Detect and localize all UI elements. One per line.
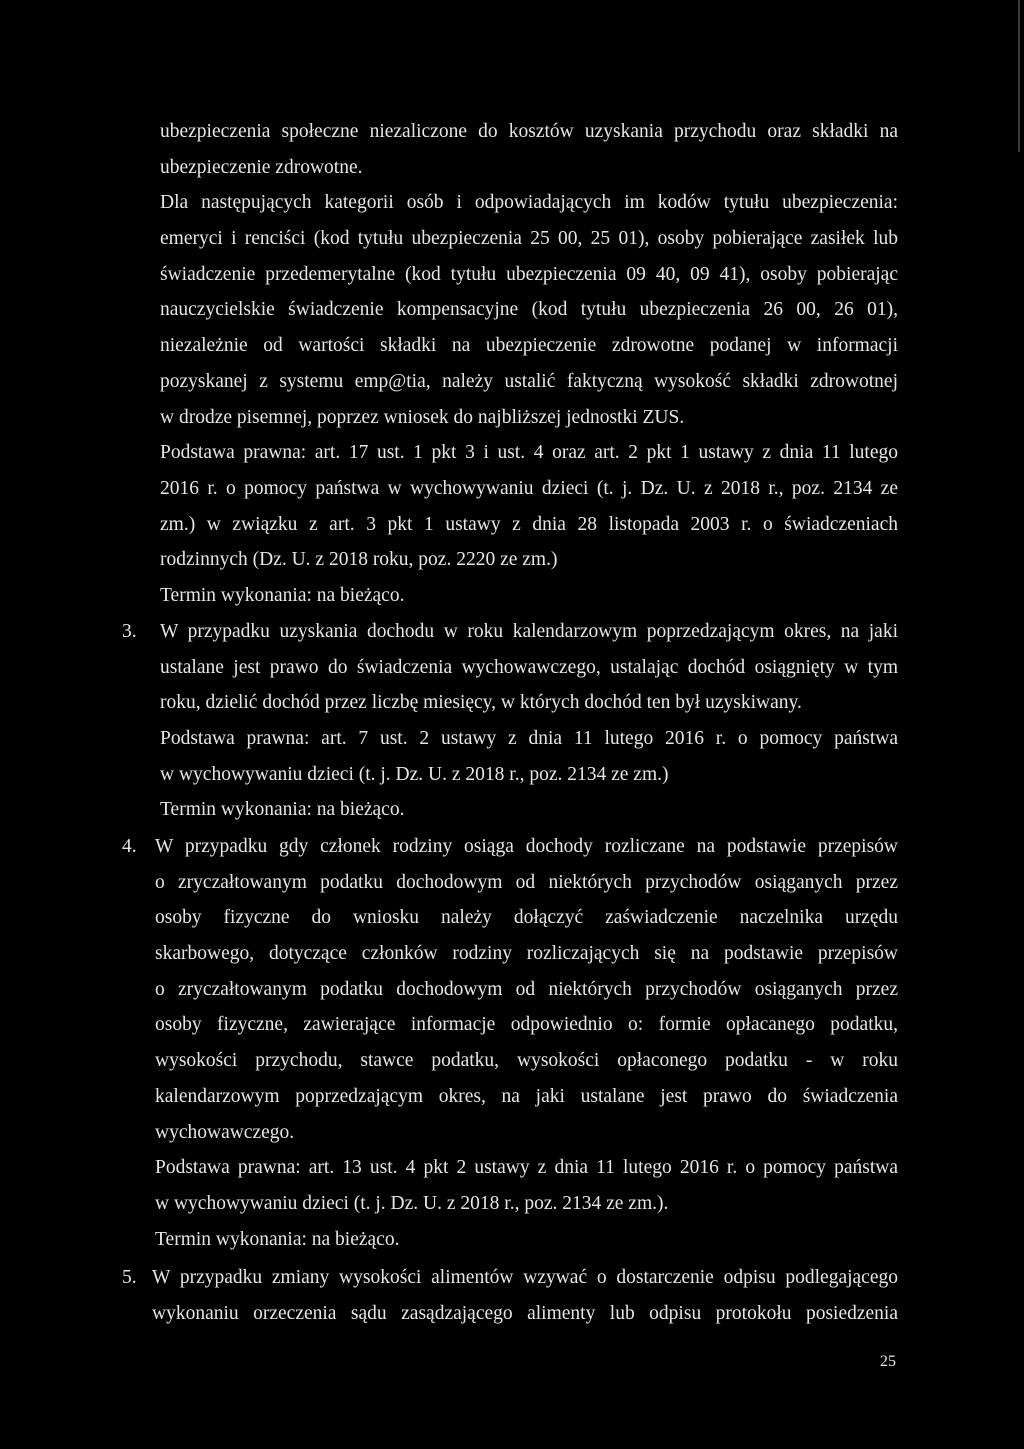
text-line: W przypadku uzyskania dochodu w roku kalendarzowym poprzedzającym okres, na jaki: [160, 621, 898, 642]
text-line: Dla następujących kategorii osób i odpowiadających im kodów tytułu ubezpieczenia:: [160, 192, 898, 214]
item-number: 4.: [122, 836, 137, 857]
text-line: o zryczałtowanym podatku dochodowym od niektórych przychodów osiąganych przez: [155, 978, 898, 1000]
text-line: nauczycielskie świadczenie kompensacyjne (kod tytułu ubezpieczenia 26 00, 26 01),: [160, 299, 898, 321]
text-line: niezależnie od wartości składki na ubezpieczenie zdrowotne podanej w informacji: [160, 335, 898, 357]
text-line: W przypadku zmiany wysokości alimentów wzywać o dostarczenie odpisu podlegającego: [152, 1267, 898, 1288]
deadline-line: Termin wykonania: na bieżąco.: [160, 799, 405, 821]
text-line: roku, dzielić dochód przez liczbę miesięcy, w których dochód ten był uzyskiwany.: [160, 692, 802, 714]
page-number: 25: [880, 1353, 896, 1370]
legal-basis-line: rodzinnych (Dz. U. z 2018 roku, poz. 2220 ze zm.): [160, 549, 558, 571]
text-line: o zryczałtowanym podatku dochodowym od niektórych przychodów osiąganych przez: [155, 871, 898, 893]
legal-basis-line: w wychowywaniu dzieci (t. j. Dz. U. z 2018 r., poz. 2134 ze zm.).: [155, 1192, 669, 1214]
text-line: w drodze pisemnej, poprzez wniosek do najbliższej jednostki ZUS.: [160, 406, 685, 428]
text-line: wysokości przychodu, stawce podatku, wysokości opłaconego podatku - w roku: [155, 1050, 898, 1072]
text-line: osoby fizyczne, zawierające informacje odpowiednio o: formie opłacanego podatku,: [155, 1014, 898, 1036]
text-line: wychowawczego.: [155, 1121, 295, 1143]
legal-basis-line: 2016 r. o pomocy państwa w wychowywaniu dzieci (t. j. Dz. U. z 2018 r., poz. 2134 ze: [160, 477, 898, 499]
text-line: ustalane jest prawo do świadczenia wychowawczego, ustalając dochód osiągnięty w tym: [160, 656, 898, 678]
legal-basis-line: Podstawa prawna: art. 13 ust. 4 pkt 2 ustawy z dnia 11 lutego 2016 r. o pomocy państwa: [155, 1157, 898, 1179]
text-line: ubezpieczenie zdrowotne.: [160, 156, 363, 178]
text-line: W przypadku gdy członek rodziny osiąga dochody rozliczane na podstawie przepisów: [155, 836, 898, 857]
item-number: 3.: [122, 621, 137, 642]
item-body: [155, 829, 898, 1257]
item-number: 5.: [122, 1267, 137, 1288]
legal-basis-line: zm.) w związku z art. 3 pkt 1 ustawy z dnia 28 listopada 2003 r. o świadczeniach: [160, 513, 898, 535]
item-body: [152, 1260, 898, 1331]
item-body: [160, 614, 898, 828]
deadline-line: Termin wykonania: na bieżąco.: [160, 584, 405, 606]
legal-basis-line: Podstawa prawna: art. 17 ust. 1 pkt 3 i ust. 4 oraz art. 2 pkt 1 ustawy z dnia 11 lutego: [160, 442, 898, 464]
scan-edge-mark: [1018, 0, 1020, 152]
deadline-line: Termin wykonania: na bieżąco.: [155, 1228, 400, 1250]
legal-basis-line: Podstawa prawna: art. 7 ust. 2 ustawy z dnia 11 lutego 2016 r. o pomocy państwa: [160, 728, 898, 750]
text-line: ubezpieczenia społeczne niezaliczone do kosztów uzyskania przychodu oraz składki na: [160, 121, 898, 142]
item-2-continuation: [160, 114, 898, 614]
text-line: osoby fizyczne do wniosku należy dołączyć zaświadczenie naczelnika urzędu: [155, 907, 898, 929]
text-line: pozyskanej z systemu emp@tia, należy ustalić faktyczną wysokość składki zdrowotnej: [160, 370, 898, 392]
text-line: emeryci i renciści (kod tytułu ubezpieczenia 25 00, 25 01), osoby pobierające zasiłek lub: [160, 228, 898, 250]
text-line: wykonaniu orzeczenia sądu zasądzającego alimenty lub odpisu protokołu posiedzenia: [152, 1302, 898, 1324]
legal-basis-line: w wychowywaniu dzieci (t. j. Dz. U. z 2018 r., poz. 2134 ze zm.): [160, 763, 669, 785]
text-line: kalendarzowym poprzedzającym okres, na jaki ustalane jest prawo do świadczenia: [155, 1085, 898, 1107]
text-line: świadczenie przedemerytalne (kod tytułu ubezpieczenia 09 40, 09 41), osoby pobierając: [160, 263, 898, 285]
text-line: skarbowego, dotyczące członków rodziny rozliczających się na podstawie przepisów: [155, 943, 898, 965]
